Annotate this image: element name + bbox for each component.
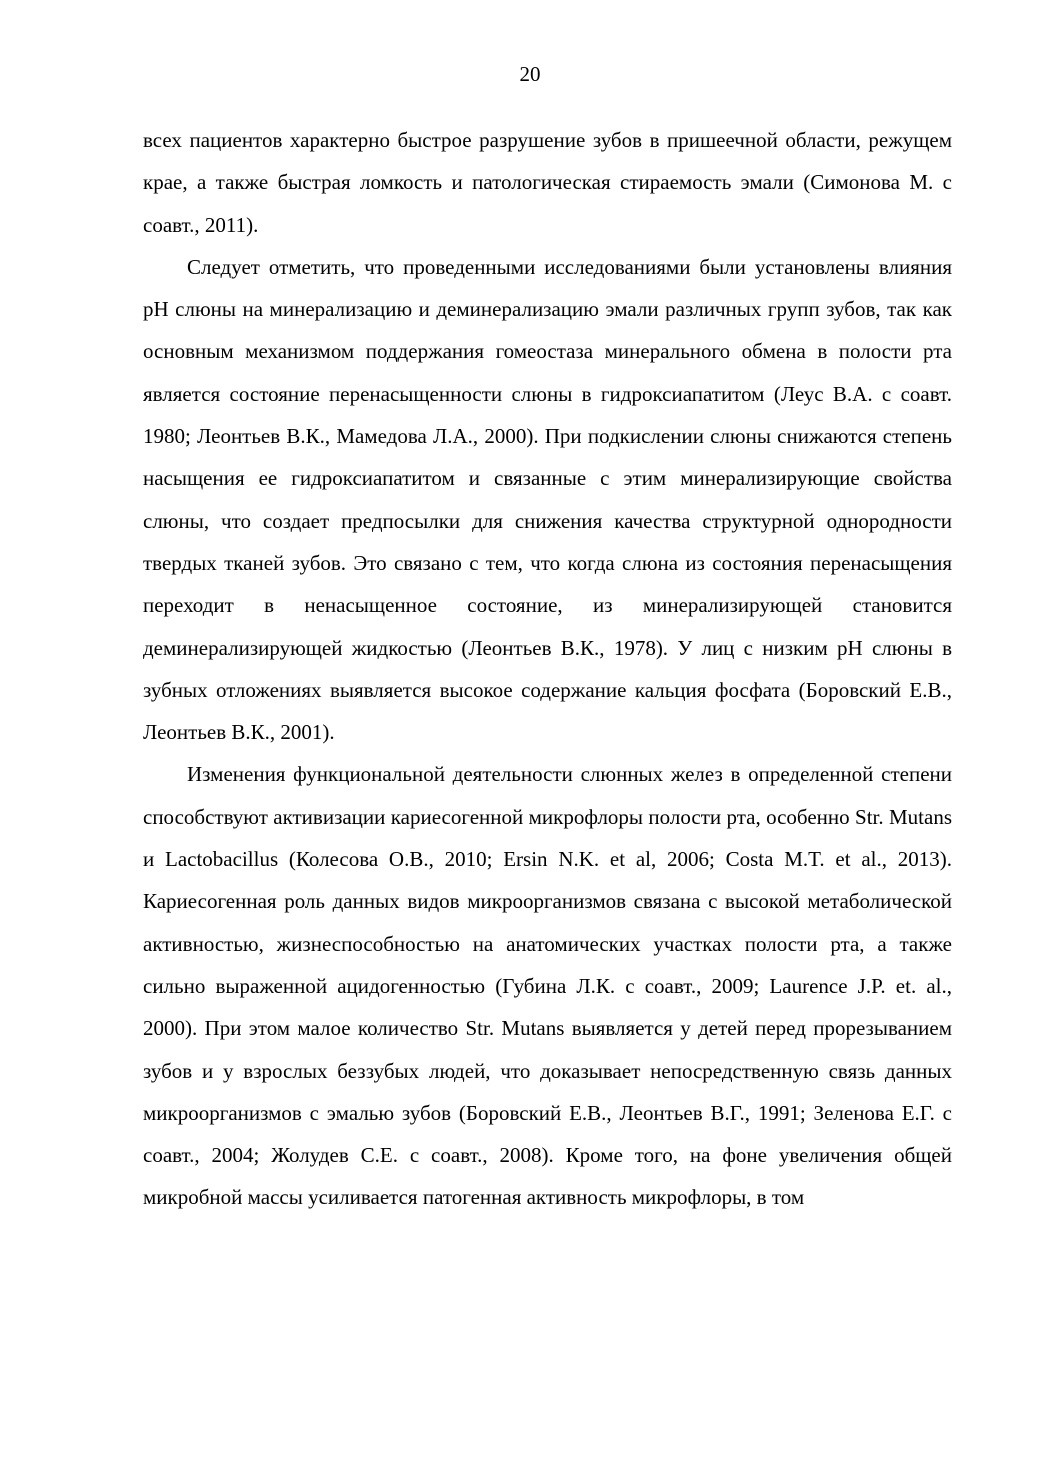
page-number: 20 <box>519 62 541 86</box>
paragraph-continuation: всех пациентов характерно быстрое разрушение зубов в пришеечной области, режущем крае, а также быстрая ломкость и патологическая стираемость эмали (Симонова М. с соавт., 2011). <box>143 128 952 237</box>
paragraph-microflora: Изменения функциональной деятельности слюнных желез в определенной степени способствуют активизации кариесогенной микрофлоры полости рта, особенно Str. Mutans и Lactobacillus (Колесова О.В., 2010; Ersin N.K. et al, 2006; Costa M.T. et al., 2013). Кариесогенная роль данных видов микроорганизмов связана с высокой метаболической активностью, жизнеспособностью на анатомических участках полости рта, а также сильно выраженной ацидогенностью (Губина Л.К. с соавт., 2009; Laurence J.P. et. al., 2000). При этом малое количество Str. Mutans выявляется у детей перед прорезыванием зубов и у взрослых беззубых людей, что доказывает непосредственную связь данных микроорганизмов с эмалью зубов (Боровский Е.В., Леонтьев В.Г., 1991; Зеленова Е.Г. с соавт., 2004; Жолудев С.Е. с соавт., 2008). Кроме того, на фоне увеличения общей микробной массы усиливается патогенная активность микрофлоры, в том <box>143 762 952 1210</box>
body-text <box>143 119 952 1219</box>
paragraph-saliva-ph: Следует отметить, что проведенными исследованиями были установлены влияния pH слюны на минерализацию и деминерализацию эмали различных групп зубов, так как основным механизмом поддержания гомеостаза минерального обмена в полости рта является состояние перенасыщенности слюны в гидроксиапатитом (Леус В.А. с соавт. 1980; Леонтьев В.К., Мамедова Л.А., 2000). При подкислении слюны снижаются степень насыщения ее гидроксиапатитом и связанные с этим минерализирующие свойства слюны, что создает предпосылки для снижения качества структурной однородности твердых тканей зубов. Это связано с тем, что когда слюна из состояния перенасыщения переходит в ненасыщенное состояние, из минерализирующей становится деминерализирующей жидкостью (Леонтьев В.К., 1978). У лиц с низким pH слюны в зубных отложениях выявляется высокое содержание кальция фосфата (Боровский Е.В., Леонтьев В.К., 2001). <box>143 254 952 745</box>
